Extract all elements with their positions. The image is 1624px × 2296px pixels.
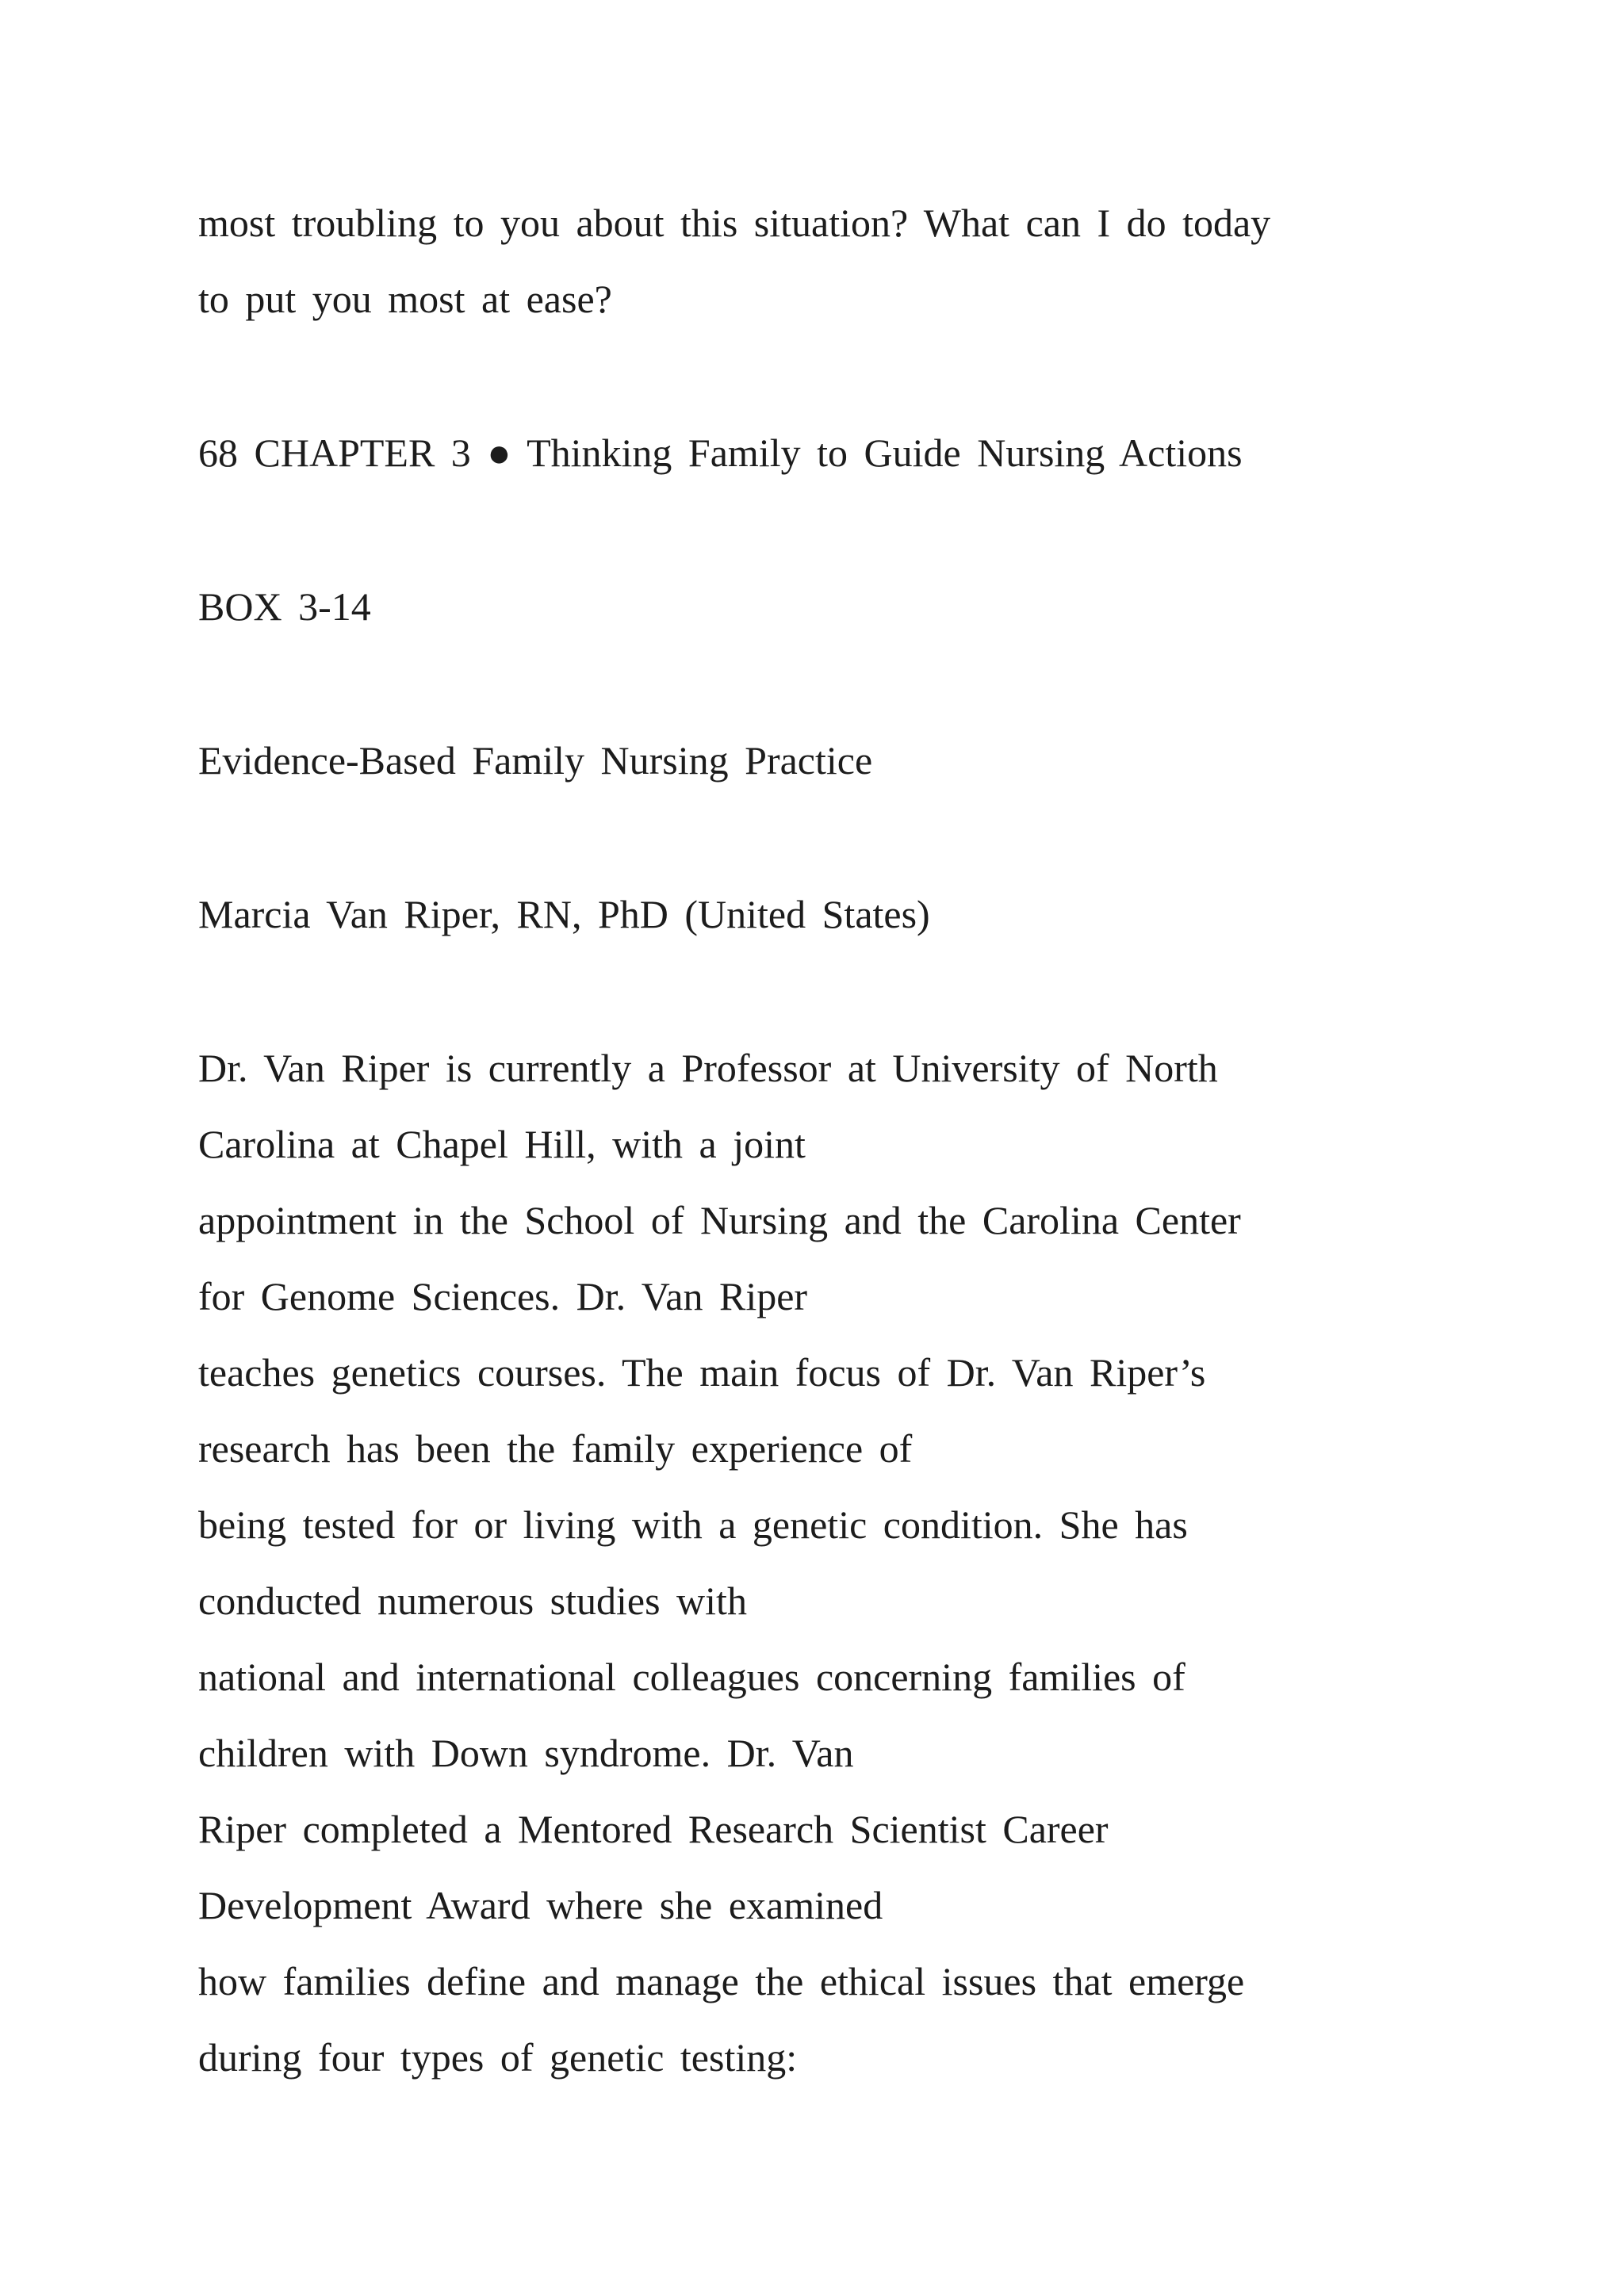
body-line: research has been the family experience of (198, 1426, 913, 1471)
body-line: how families define and manage the ethical issues that emerge (198, 1959, 1245, 2003)
intro-line-1: most troubling to you about this situation? What can I do today (198, 201, 1271, 245)
body-line: national and international colleagues concerning families of (198, 1655, 1185, 1699)
body-line: being tested for or living with a genetic condition. She has (198, 1502, 1188, 1547)
body-line: conducted numerous studies with (198, 1578, 747, 1623)
body-line: children with Down syndrome. Dr. Van (198, 1731, 854, 1775)
body-line: appointment in the School of Nursing and the Carolina Center (198, 1198, 1241, 1242)
body-line: Dr. Van Riper is currently a Professor at University of North (198, 1046, 1218, 1090)
body-line: during four types of genetic testing: (198, 2035, 798, 2080)
intro-line-2: to put you most at ease? (198, 277, 612, 321)
box-author: Marcia Van Riper, RN, PhD (United States) (198, 892, 930, 936)
body-line: Riper completed a Mentored Research Scientist Career (198, 1807, 1109, 1851)
running-header: 68 CHAPTER 3 ● Thinking Family to Guide Nursing Actions (198, 430, 1243, 475)
body-line: teaches genetics courses. The main focus of Dr. Van Riper’s (198, 1350, 1206, 1395)
body-line: Development Award where she examined (198, 1883, 883, 1927)
body-line: for Genome Sciences. Dr. Van Riper (198, 1274, 808, 1318)
body-line: Carolina at Chapel Hill, with a joint (198, 1122, 806, 1166)
box-title: Evidence-Based Family Nursing Practice (198, 738, 873, 783)
box-label: BOX 3-14 (198, 584, 371, 629)
